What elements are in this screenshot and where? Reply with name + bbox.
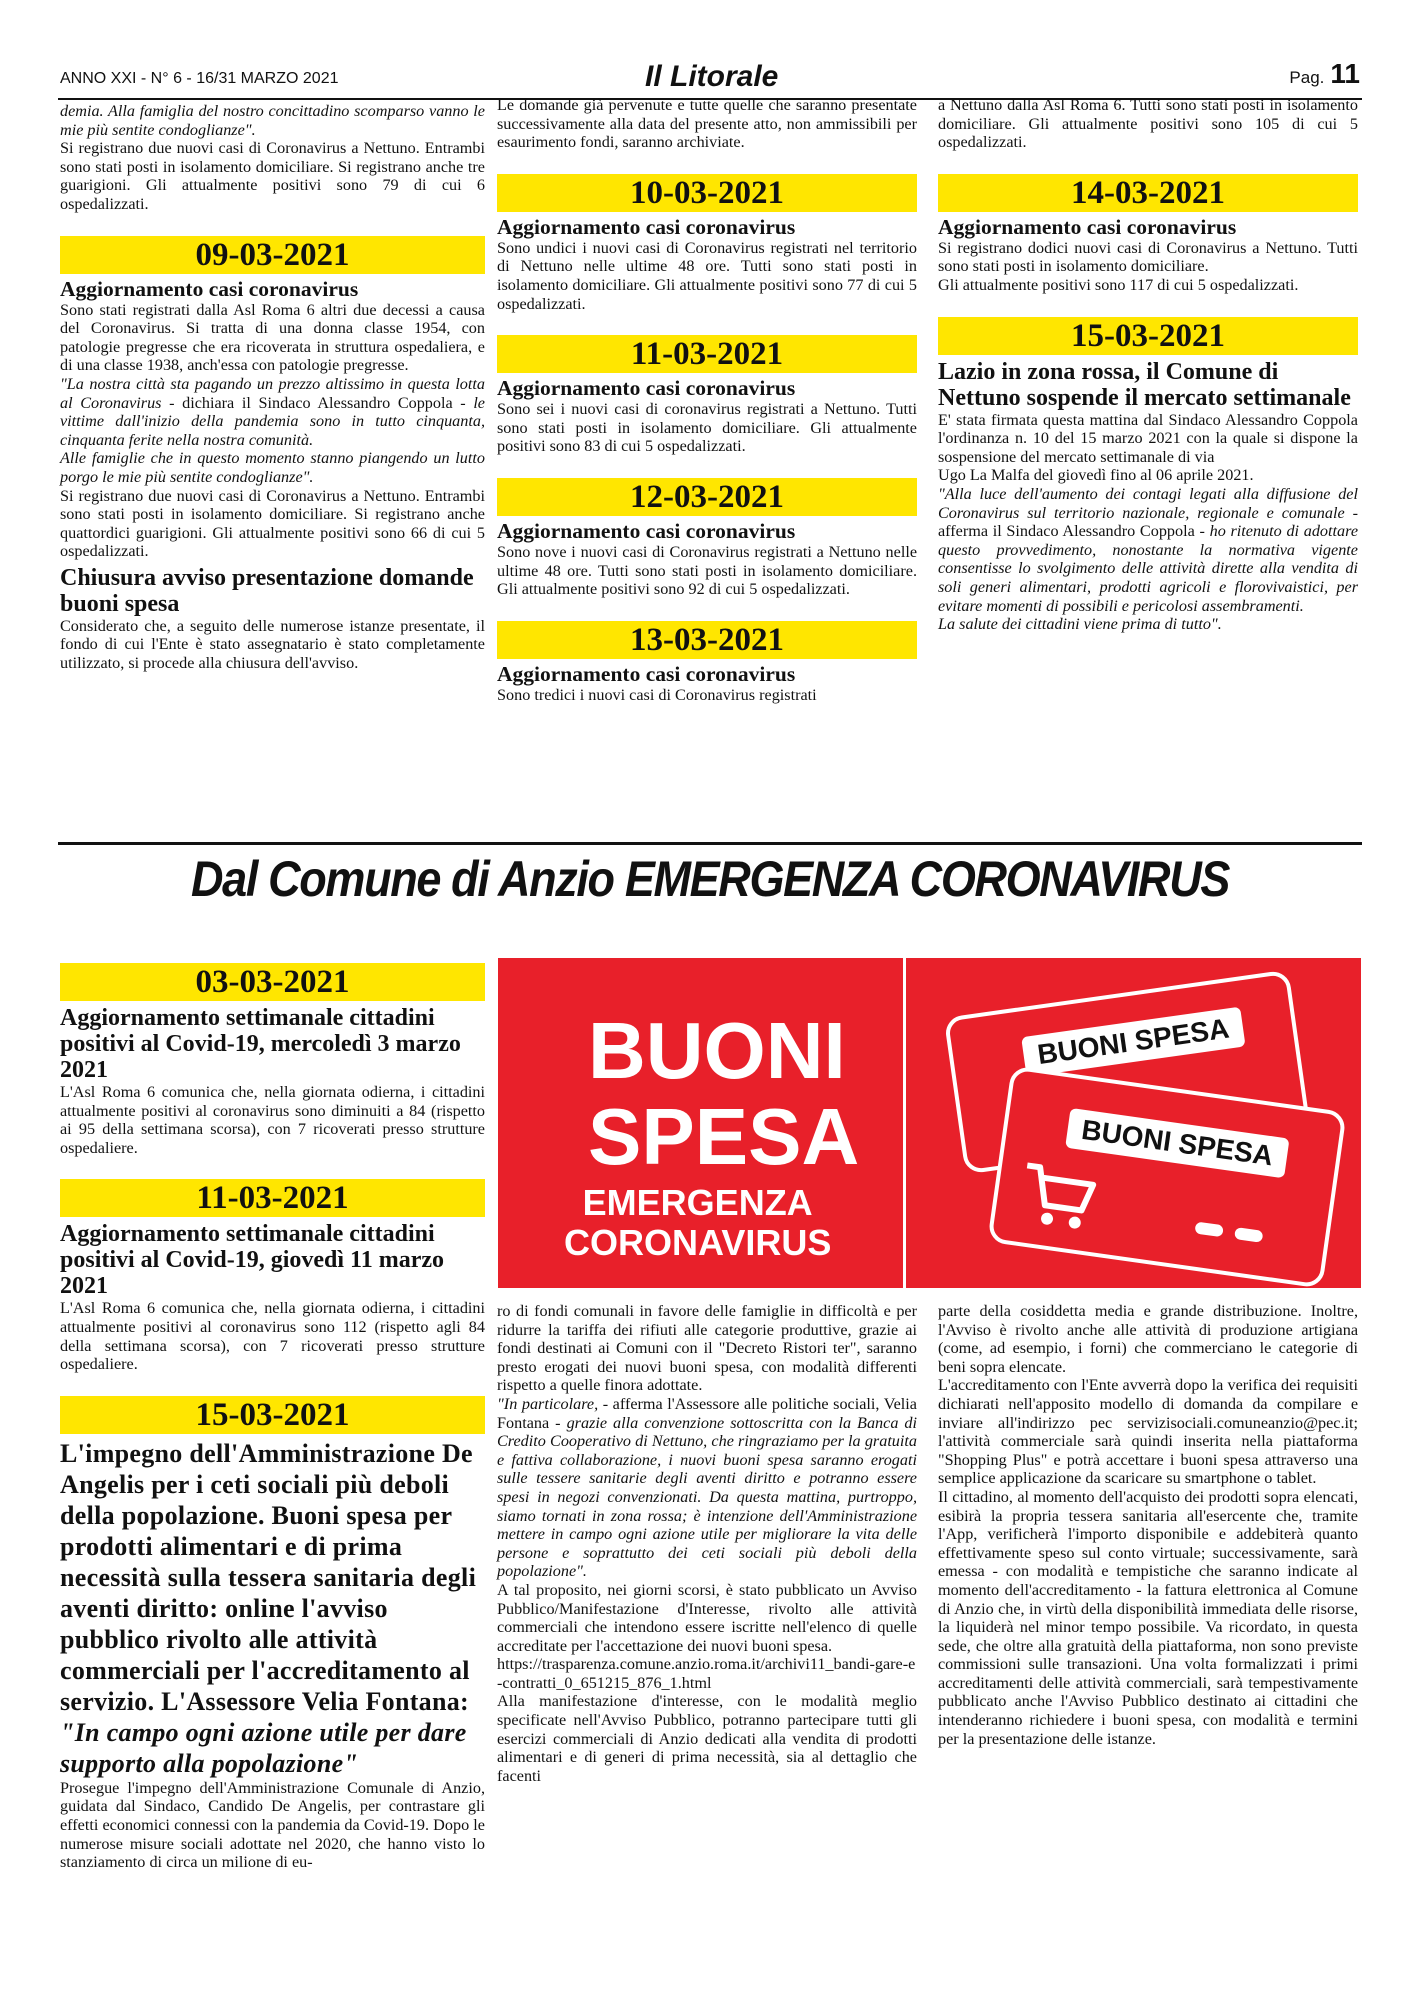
article-title: Aggiornamento casi coronavirus <box>497 661 796 686</box>
article-text: A tal proposito, nei giorni scorsi, è stato pubblicato un Avviso Pubblico/Manifestazione d'Interesse, rivolto alle attività commerciali che intendono essere iscritte nell'elenco di quelle accreditate per l'accettazione dei nuovi buoni spesa. <box>497 1580 917 1655</box>
article-title: Aggiornamento casi coronavirus <box>938 214 1237 239</box>
date-bar: 13-03-2021 <box>497 621 917 659</box>
article-title: Aggiornamento casi coronavirus <box>497 214 796 239</box>
buoni-spesa-banner <box>498 958 1361 1288</box>
article-text: Si registrano due nuovi casi di Coronavirus a Nettuno. Entrambi sono stati posti in isolamento domiciliare. Si registrano anche quattordici guarigioni. Gli attualmente positivi sono 66 di cui 5 ospedalizzati. <box>60 486 485 561</box>
date-bar: 12-03-2021 <box>497 478 917 516</box>
article-text: Sono sei i nuovi casi di coronavirus registrati a Nettuno. Tutti sono stati posti in isolamento domiciliare. Gli attualmente positivi sono 83 di cui 5 ospedalizzati. <box>497 400 917 456</box>
date-bar: 11-03-2021 <box>60 1179 485 1217</box>
article-title: Chiusura avviso presentazione domande buoni spesa <box>60 564 474 617</box>
article-text: Sono tredici i nuovi casi di Coronavirus registrati <box>497 685 817 704</box>
voucher-ticket-back: BUONI SPESA <box>944 970 1311 1175</box>
top-column-3 <box>938 96 1358 634</box>
shopping-cart-icon <box>1014 1157 1103 1237</box>
article-text: Prosegue l'impegno dell'Amministrazione Comunale di Anzio, guidata dal Sindaco, Candido De Angelis, per contrastare gli effetti economici connessi con la pandemia da Covid-19. Dopo le numerose misure sociali adottate nel 2020, che hanno visto lo stanziamento di circa un milione di eu- <box>60 1778 485 1872</box>
article-text: Il cittadino, al momento dell'acquisto dei prodotti sopra elencati, esibirà la propria tessera sanitaria all'esercente che, tramite l'App, verificherà l'importo disponibile e addebiterà quanto effettivamente speso sul conto virtuale; successivamente, sarà emessa - con modalità e tempistiche che saranno indicate al momento dell'accreditamento - la fattura elettronica al Comune di Anzio che, in virtù della disponibilità immediata delle risorse, la liquiderà nel minor tempo possibile. Va ricordato, in questa sede, che oltre alla gratuità della piattaforma, non sono previste commissioni sulle transazioni. Una volta formalizzati i primi accreditamenti delle attività commerciali, sarà tempestivamente pubblicato anche l'Avviso Pubblico destinato ai cittadini che intenderanno richiedere i buoni spesa, con modalità e termini per la presentazione delle istanze. <box>938 1487 1358 1748</box>
bottom-column-1 <box>60 957 485 1872</box>
article-text: Considerato che, a seguito delle numerose istanze presentate, il fondo di cui l'Ente è stato assegnatario è stato completamente utilizzato, si procede alla chiusura dell'avviso. <box>60 616 485 673</box>
article-quote: "In particolare, - afferma l'Assessore alle politiche sociali, Velia Fontana - grazie alla convenzione sottoscritta con la Banca di Credito Cooperativo di Nettuno, che ringraziamo per la gratuita e fattiva collaborazione, i nuovi buoni spesa saranno erogati sulle tessere sanitarie degli aventi diritto e potranno essere spesi in negozi convenzionati. Da questa mattina, purtroppo, siamo tornati in zona rossa; è intenzione dell'Amministrazione mettere in campo ogni azione utile per migliorare la vita delle persone e soprattutto dei ceti sociali più deboli della popolazione". <box>497 1394 918 1581</box>
banner-title: BUONI SPESA <box>588 1006 860 1181</box>
main-headline: L'impegno dell'Amministrazione De Angelis per i ceti sociali più deboli della popolazione. Buoni spesa per prodotti alimentari e di prima necessità sulla tessera sanitaria degli aventi diritto: online l'avviso pubblico rivolto alle attività commerciali per l'accreditamento al servizio. L'Assessore Velia Fontana: "In campo ogni azione utile per dare supporto alla popolazione" <box>60 1438 477 1778</box>
ticket-dash <box>1234 1227 1263 1243</box>
article-text: L'Asl Roma 6 comunica che, nella giornata odierna, i cittadini attualmente positivi al coronavirus sono diminuiti a 84 (rispetto ai 95 della settimana scorsa), con 7 ricoverati presso strutture ospedaliere. <box>60 1083 485 1157</box>
article-text: ro di fondi comunali in favore delle famiglie in difficoltà e per ridurre la tariffa dei rifiuti alle categorie produttive, grazie ai fondi destinati ai Comuni con il "Decreto Ristori ter", saranno presto erogati dei nuovi buoni spesa, con modalità differenti rispetto a quelle finora adottate. <box>497 1302 917 1395</box>
date-bar: 10-03-2021 <box>497 174 917 212</box>
notice-link[interactable]: https://trasparenza.comune.anzio.roma.it/archivi11_bandi-gare-e-contratti_0_651215_876_1.html <box>497 1655 916 1692</box>
article-text: parte della cosiddetta media e grande distribuzione. Inoltre, l'Avviso è rivolto anche alle attività di produzione artigiana (come, ad esempio, i forni) che commerciano le categorie di beni sopra elencate. <box>938 1302 1358 1376</box>
article-text: Sono nove i nuovi casi di Coronavirus registrati a Nettuno nelle ultime 48 ore. Tutti sono stati posti in isolamento domiciliare. Gli attualmente positivi sono 92 di cui 5 ospedalizzati. <box>497 542 917 599</box>
page-number: Pag. 11 <box>1289 58 1360 89</box>
banner-divider <box>903 958 906 1288</box>
top-column-1 <box>60 102 485 673</box>
intro-quote: demia. Alla famiglia del nostro concittadino scomparso vanno le mie più sentite condoglianze". <box>60 102 485 139</box>
date-bar: 15-03-2021 <box>60 1396 485 1434</box>
article-title: Aggiornamento settimanale cittadini positivi al Covid-19, mercoledì 3 marzo 2021 <box>60 1005 461 1083</box>
date-bar: 11-03-2021 <box>497 335 917 373</box>
article-title: Aggiornamento casi coronavirus <box>60 276 359 301</box>
issue-info: ANNO XXI - N° 6 - 16/31 MARZO 2021 <box>60 70 339 87</box>
intro-text: Le domande già pervenute e tutte quelle che saranno presentate successivamente alla data del presente atto, non ammissibili per esaurimento fondi, saranno archiviate. <box>497 96 917 152</box>
section-title: Dal Comune di Anzio EMERGENZA CORONAVIRUS <box>190 851 1230 907</box>
article-title: Aggiornamento casi coronavirus <box>497 518 796 543</box>
article-title: Aggiornamento casi coronavirus <box>497 376 796 401</box>
ticket-dash <box>1194 1221 1223 1237</box>
top-column-2 <box>497 96 917 704</box>
date-bar: 14-03-2021 <box>938 174 1358 212</box>
voucher-ticket-front: BUONI SPESA <box>987 1065 1346 1288</box>
article-text: L'Asl Roma 6 comunica che, nella giornata odierna, i cittadini attualmente positivi al coronavirus sono 112 (rispetto agli 84 della settimana scorsa), con 7 ricoverati presso strutture ospedaliere. <box>60 1299 485 1374</box>
bottom-column-3 <box>938 1302 1358 1748</box>
article-text: E' stata firmata questa mattina dal Sindaco Alessandro Coppola l'ordinanza n. 10 del 15 marzo 2021 con la quale si dispone la sospensione del mercato settimanale di via <box>938 410 1358 466</box>
intro-text: Si registrano due nuovi casi di Coronavirus a Nettuno. Entrambi sono stati posti in isolamento domiciliare. Si registrano anche tre guarigioni. Gli attualmente positivi sono 79 di cui 6 ospedalizzati. <box>60 139 485 213</box>
article-title: Lazio in zona rossa, il Comune di Nettuno sospende il mercato settimanale <box>938 358 1351 411</box>
masthead: Il Litorale <box>645 60 779 93</box>
article-quote: "Alla luce dell'aumento dei contagi legati alla diffusione del Coronavirus sul territorio nazionale, regionale e comunale - afferma il Sindaco Alessandro Coppola - ho ritenuto di adottare questo provvedimento, nonostante la normativa vigente consentisse lo svolgimento delle attività dirette alla vendita di soli generi alimentari, prodotti agricoli e florovivaistici, per evitare momenti di possibili e pericolosi assembramenti. <box>938 484 1358 615</box>
article-text: Si registrano dodici nuovi casi di Coronavirus a Nettuno. Tutti sono stati posti in isolamento domiciliare. <box>938 238 1358 276</box>
article-quote: Alle famiglie che in questo momento stanno piangendo un lutto porgo le mie più sentite condoglianze". <box>60 449 485 486</box>
article-quote: "La nostra città sta pagando un prezzo altissimo in questa lotta al Coronavirus - dichiara il Sindaco Alessandro Coppola - le vittime dall'inizio della pandemia sono in tutto cinquanta, cinquanta ferite nella nostra comunità. <box>60 374 485 449</box>
section-separator <box>58 842 1362 845</box>
date-bar: 15-03-2021 <box>938 317 1358 355</box>
date-bar: 09-03-2021 <box>60 236 485 274</box>
article-text: Ugo La Malfa del giovedì fino al 06 aprile 2021. <box>938 466 1254 485</box>
banner-subtitle: EMERGENZA CORONAVIRUS <box>564 1182 832 1263</box>
article-title: Aggiornamento settimanale cittadini positivi al Covid-19, giovedì 11 marzo 2021 <box>60 1221 444 1300</box>
bottom-column-2 <box>497 1302 917 1785</box>
article-text: Gli attualmente positivi sono 117 di cui 5 ospedalizzati. <box>938 275 1299 294</box>
article-text: Alla manifestazione d'interesse, con le modalità meglio specificate nell'Avviso Pubblico, potranno partecipare tutti gli esercizi commerciali di Anzio dedicati alla vendita di prodotti alimentari e di generi di prima necessità, sia al dettaglio che facenti <box>497 1692 917 1785</box>
article-text: Sono undici i nuovi casi di Coronavirus registrati nel territorio di Nettuno nelle ultime 48 ore. Tutti sono stati posti in isolamento domiciliare. Gli attualmente positivi sono 77 di cui 5 ospedalizzati. <box>497 238 917 313</box>
date-bar: 03-03-2021 <box>60 963 485 1001</box>
article-text: L'accreditamento con l'Ente avverrà dopo la verifica dei requisiti dichiarati nell'apposito modello di domanda da compilare e inviare all'indirizzo pec servizisociali.comuneanzio@pec.it; l'attività commerciale sarà quindi inserita nella piattaforma "Shopping Plus" e potrà accettare i buoni spesa attraverso una semplice applicazione da scaricare su smartphone o tablet. <box>938 1376 1358 1488</box>
article-quote: La salute dei cittadini viene prima di tutto". <box>938 615 1222 634</box>
article-text: Sono stati registrati dalla Asl Roma 6 altri due decessi a causa del Coronavirus. Si tratta di una donna classe 1954, con patologie pregresse che era ricoverata in struttura ospedaliera, e di una classe 1938, anch'essa con patologie pregresse. <box>60 300 485 375</box>
intro-text: a Nettuno dalla Asl Roma 6. Tutti sono stati posti in isolamento domiciliare. Gli attualmente positivi sono 105 di cui 5 ospedalizzati. <box>938 96 1358 152</box>
